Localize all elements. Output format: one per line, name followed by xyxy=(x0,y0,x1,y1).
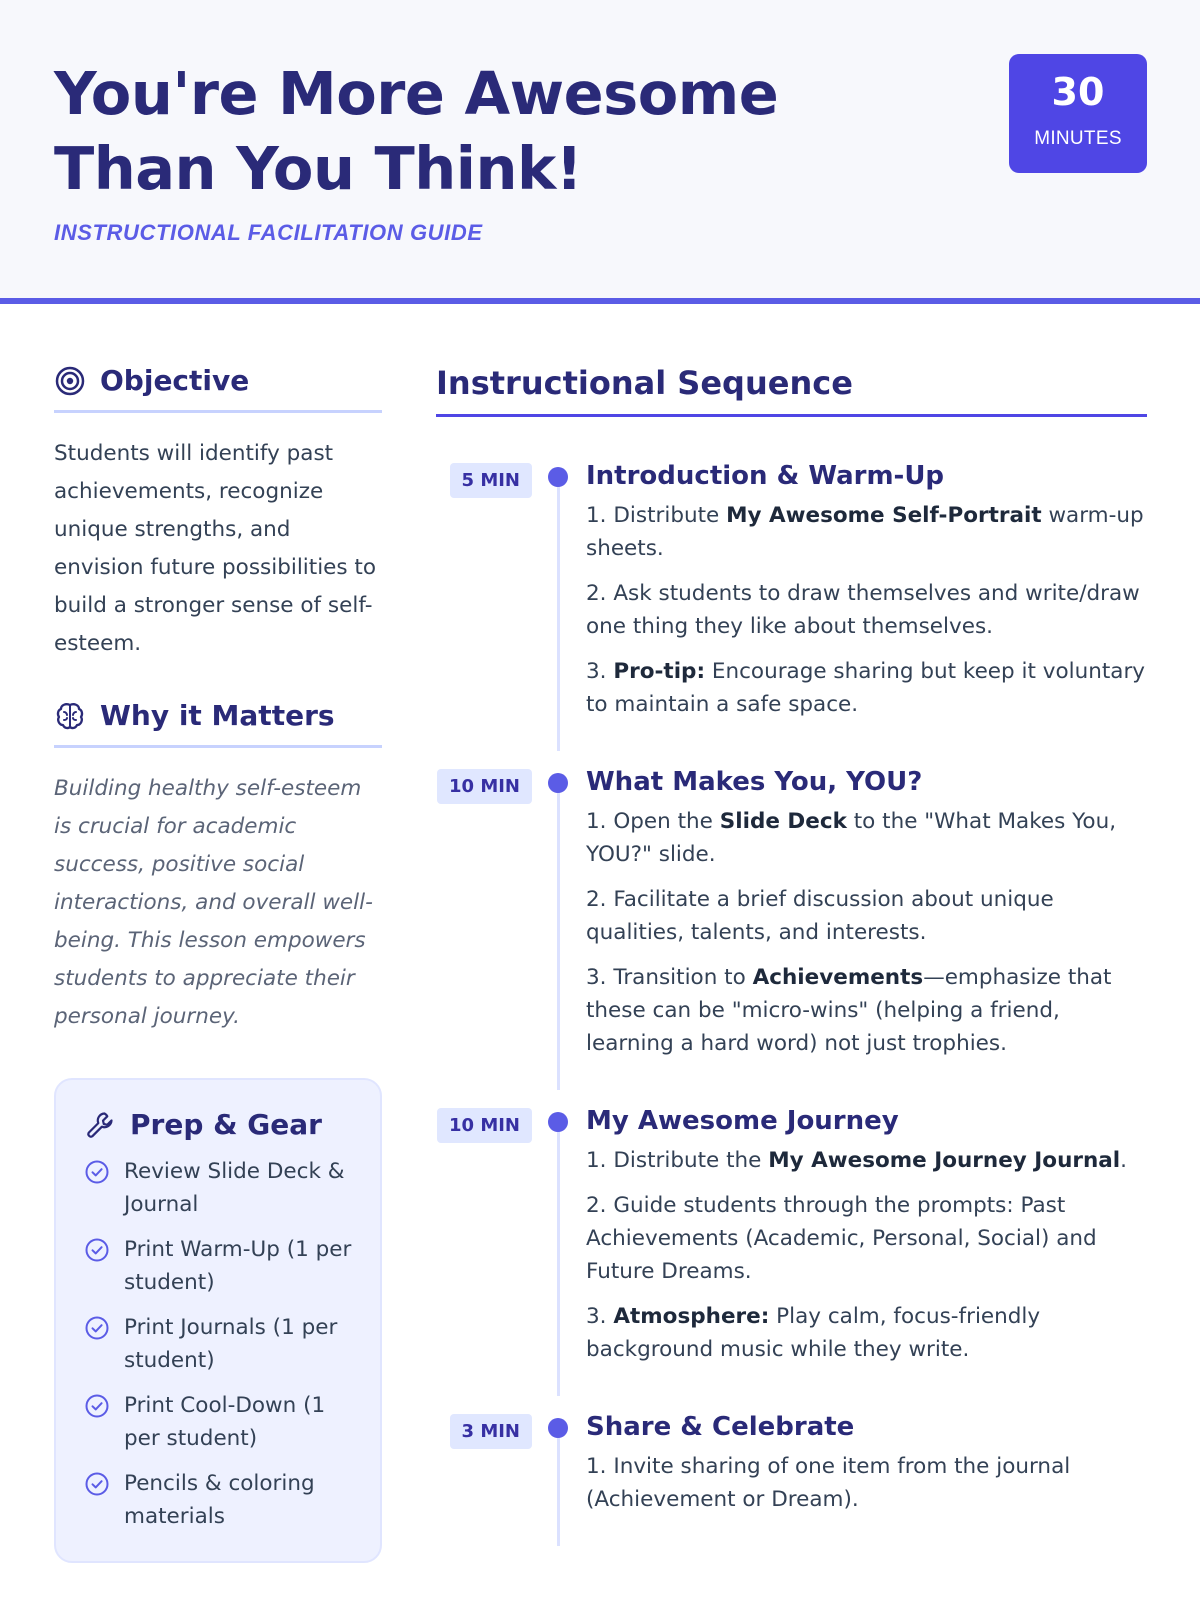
prep-item-label: Pencils & coloring materials xyxy=(124,1471,315,1529)
step-line: 2. Guide students through the prompts: Past Achievements (Academic, Personal, Social) and Future Dreams. xyxy=(586,1193,1097,1284)
check-circle-icon xyxy=(84,1159,110,1185)
prep-panel xyxy=(54,1078,382,1563)
prep-item-label: Print Warm-Up (1 per student) xyxy=(124,1237,352,1295)
step-line: 2. Ask students to draw themselves and write/draw one thing they like about themselves. xyxy=(586,581,1140,639)
duration-unit: MINUTES xyxy=(1034,128,1122,149)
step-title: My Awesome Journey xyxy=(586,1106,899,1136)
brain-icon xyxy=(54,700,86,732)
timeline-line xyxy=(557,487,560,751)
duration-value: 30 xyxy=(1051,70,1105,114)
prep-heading xyxy=(84,1108,354,1141)
prep-item-label: Print Journals (1 per student) xyxy=(124,1315,338,1373)
check-circle-icon xyxy=(84,1315,110,1341)
prep-item xyxy=(84,1233,354,1299)
objective-text: Students will identify past achievements, recognize unique strengths, and envision future possibilities to build a stronger sense of self-esteem. xyxy=(54,441,377,656)
why-title: Why it Matters xyxy=(100,699,335,732)
check-circle-icon xyxy=(84,1393,110,1419)
timeline-line xyxy=(557,1438,560,1546)
prep-item xyxy=(84,1467,354,1533)
timeline-rail xyxy=(548,459,572,721)
sequence-step xyxy=(436,1410,1147,1516)
step-line: 3. Pro-tip: Encourage sharing but keep it voluntary to maintain a safe space. xyxy=(586,659,1146,717)
check-circle-icon xyxy=(84,1237,110,1263)
check-circle-icon xyxy=(84,1471,110,1497)
page-header xyxy=(0,0,1200,304)
prep-item-label: Review Slide Deck & Journal xyxy=(124,1159,345,1217)
step-line: 1. Distribute My Awesome Self-Portrait warm-up sheets. xyxy=(586,503,1144,561)
timeline-dot xyxy=(548,467,568,487)
timeline-rail xyxy=(548,1410,572,1516)
page-subtitle: INSTRUCTIONAL FACILITATION GUIDE xyxy=(54,220,483,245)
time-badge: 5 MIN xyxy=(450,463,532,498)
prep-item xyxy=(84,1155,354,1221)
why-heading xyxy=(54,699,382,748)
timeline-dot xyxy=(548,1418,568,1438)
timeline-dot xyxy=(548,773,568,793)
step-line: 2. Facilitate a brief discussion about unique qualities, talents, and interests. xyxy=(586,887,1054,945)
duration-badge xyxy=(1009,54,1147,173)
step-title: Introduction & Warm-Up xyxy=(586,461,945,491)
timeline-dot xyxy=(548,1112,568,1132)
time-badge: 10 MIN xyxy=(437,769,532,804)
step-line: 1. Open the Slide Deck to the "What Makes You, YOU?" slide. xyxy=(586,809,1117,867)
prep-item-label: Print Cool-Down (1 per student) xyxy=(124,1393,326,1451)
prep-item xyxy=(84,1389,354,1455)
target-icon xyxy=(54,365,86,397)
page-title: You're More Awesome Than You Think! xyxy=(54,59,779,203)
time-badge: 3 MIN xyxy=(450,1414,532,1449)
timeline-line xyxy=(557,793,560,1090)
time-badge: 10 MIN xyxy=(437,1108,532,1143)
sequence-title: Instructional Sequence xyxy=(436,364,1147,417)
timeline-line xyxy=(557,1132,560,1396)
objective-heading xyxy=(54,364,382,413)
sidebar xyxy=(54,364,382,1563)
sequence-step xyxy=(436,765,1147,1060)
step-line: 3. Transition to Achievements—emphasize that these can be "micro-wins" (helping a friend, learning a hard word) not just trophies. xyxy=(586,965,1112,1056)
timeline-rail xyxy=(548,1104,572,1366)
prep-item xyxy=(84,1311,354,1377)
wrench-icon xyxy=(84,1109,116,1141)
sequence-step xyxy=(436,459,1147,721)
step-line: 3. Atmosphere: Play calm, focus-friendly background music while they write. xyxy=(586,1304,1041,1362)
step-title: Share & Celebrate xyxy=(586,1412,855,1442)
step-title: What Makes You, YOU? xyxy=(586,767,923,797)
prep-title: Prep & Gear xyxy=(130,1108,322,1141)
objective-title: Objective xyxy=(100,364,250,397)
step-line: 1. Distribute the My Awesome Journey Journal. xyxy=(586,1148,1128,1173)
instructional-sequence xyxy=(436,364,1147,1516)
timeline-rail xyxy=(548,765,572,1060)
why-text: Building healthy self-esteem is crucial for academic success, positive social interactions, and overall well-being. This lesson empowers students to appreciate their personal journey. xyxy=(54,776,373,1029)
step-line: 1. Invite sharing of one item from the journal (Achievement or Dream). xyxy=(586,1454,1071,1512)
prep-list xyxy=(84,1155,354,1533)
sequence-step xyxy=(436,1104,1147,1366)
